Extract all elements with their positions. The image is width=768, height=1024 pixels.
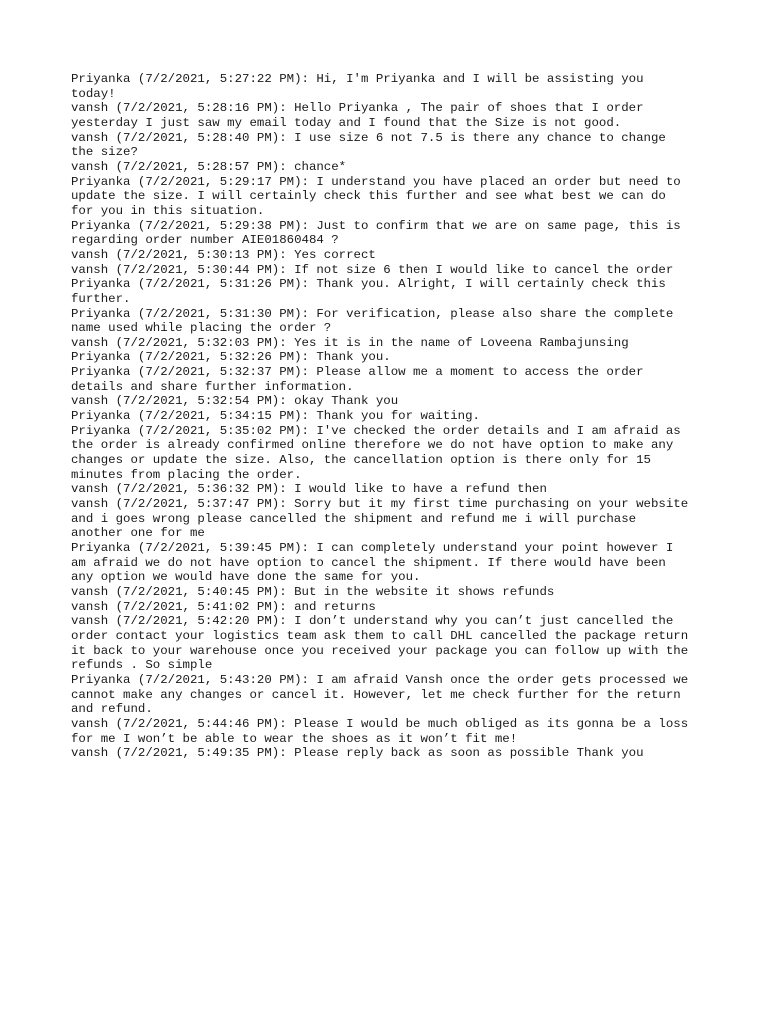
- chat-message: vansh (7/2/2021, 5:41:02 PM): and returns: [71, 599, 376, 614]
- chat-message: vansh (7/2/2021, 5:42:20 PM): I don’t understand why you can’t just cancelled the order contact your logistics team ask them to call DHL cancelled the package return it back to your warehouse once you received your package you can follow up with the refunds . So simple: [71, 614, 689, 673]
- chat-message: vansh (7/2/2021, 5:30:44 PM): If not size 6 then I would like to cancel the order: [71, 262, 674, 277]
- chat-message: vansh (7/2/2021, 5:28:16 PM): Hello Priyanka , The pair of shoes that I order yesterday I just saw my email today and I found that the Size is not good.: [71, 101, 644, 130]
- chat-message: vansh (7/2/2021, 5:32:03 PM): Yes it is in the name of Loveena Rambajunsing: [71, 335, 629, 350]
- chat-message: vansh (7/2/2021, 5:28:57 PM): chance*: [71, 159, 347, 174]
- chat-message: Priyanka (7/2/2021, 5:29:17 PM): I understand you have placed an order but need to update the size. I will certainly check this further and see what best we can do for you in this situation.: [71, 174, 681, 218]
- chat-message: Priyanka (7/2/2021, 5:43:20 PM): I am afraid Vansh once the order gets processed we cannot make any changes or cancel it. However, let me check further for the return and refund.: [71, 672, 689, 717]
- chat-message: Priyanka (7/2/2021, 5:32:26 PM): Thank you.: [71, 350, 391, 365]
- chat-message: Priyanka (7/2/2021, 5:31:30 PM): For verification, please also share the complete name used while placing the order ?: [71, 306, 674, 336]
- chat-message: Priyanka (7/2/2021, 5:27:22 PM): Hi, I'm Priyanka and I will be assisting you today!: [71, 72, 644, 101]
- chat-message: Priyanka (7/2/2021, 5:29:38 PM): Just to confirm that we are on same page, this is regarding order number AIE01860484 ?: [71, 218, 681, 248]
- chat-message: vansh (7/2/2021, 5:44:46 PM): Please I would be much obliged as its gonna be a loss for me I won’t be able to wear the shoes as it won’t fit me!: [71, 716, 689, 746]
- chat-message: Priyanka (7/2/2021, 5:35:02 PM): I've checked the order details and I am afraid as the order is already confirmed online therefore we do not have option to make any changes or update the size. Also, the cancellation option is there only for 15 minutes from placing the order.: [71, 423, 681, 482]
- chat-message: Priyanka (7/2/2021, 5:32:37 PM): Please allow me a moment to access the order details and share further information.: [71, 365, 644, 394]
- chat-message: Priyanka (7/2/2021, 5:31:26 PM): Thank you. Alright, I will certainly check this further.: [71, 277, 666, 306]
- chat-message: vansh (7/2/2021, 5:30:13 PM): Yes correct: [71, 247, 376, 262]
- chat-message: vansh (7/2/2021, 5:32:54 PM): okay Thank you: [71, 394, 399, 409]
- chat-message: vansh (7/2/2021, 5:40:45 PM): But in the website it shows refunds: [71, 584, 555, 599]
- chat-message: vansh (7/2/2021, 5:37:47 PM): Sorry but it my first time purchasing on your website and i goes wrong please cancelled the shipment and refund me i will purchase another one for me: [71, 497, 689, 541]
- chat-transcript: [71, 72, 701, 761]
- chat-message: Priyanka (7/2/2021, 5:34:15 PM): Thank you for waiting.: [71, 409, 480, 424]
- chat-message: Priyanka (7/2/2021, 5:39:45 PM): I can completely understand your point however I am afraid we do not have option to cancel the shipment. If there would have been any option we would have done the same for you.: [71, 541, 674, 585]
- chat-message: vansh (7/2/2021, 5:49:35 PM): Please reply back as soon as possible Thank you: [71, 746, 644, 761]
- chat-message: vansh (7/2/2021, 5:28:40 PM): I use size 6 not 7.5 is there any chance to change the size?: [71, 130, 666, 160]
- chat-message: vansh (7/2/2021, 5:36:32 PM): I would like to have a refund then: [71, 482, 547, 497]
